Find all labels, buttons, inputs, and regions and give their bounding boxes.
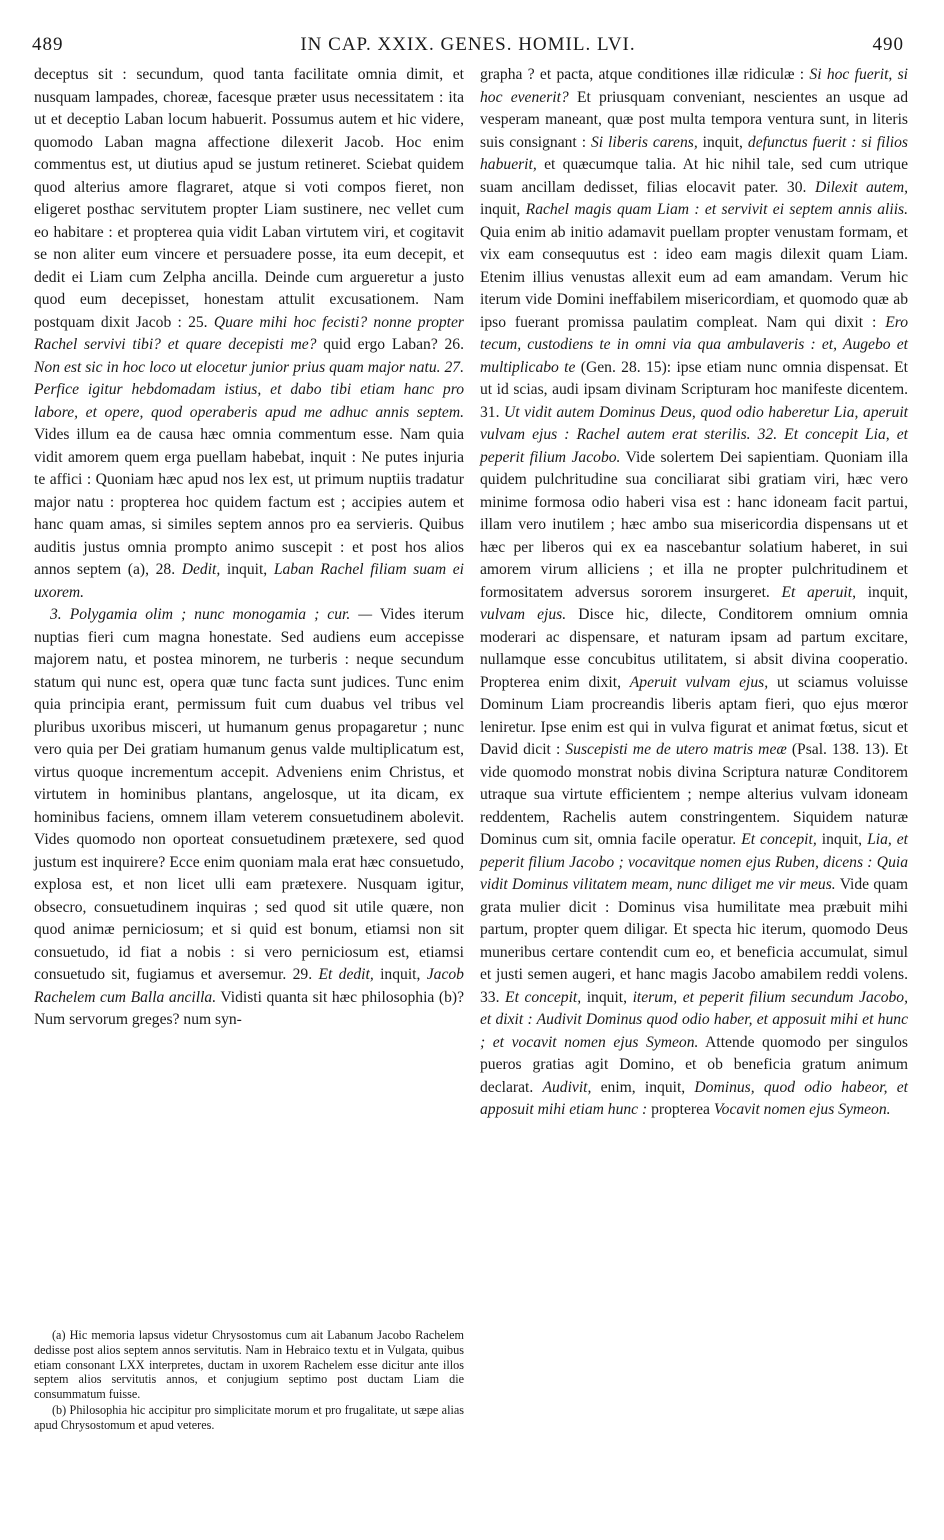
scripture-quote: Et concepit, xyxy=(505,988,582,1006)
body-text: Vide quam grata mulier dicit : Dominus visa humilitate mea præbuit mihi partum, propter quem diligar. Et specta hic iterum, quomodo Deus muneribus certare contendit cum eo, et beneficia accumulat, simul et justi semen augeri, et hanc magis Jacobo amabilem reddi volens. 33. xyxy=(480,876,908,1006)
scripture-quote: Ut vidit autem Dominus Deus, quod odio haberetur Lia, aperuit vulvam ejus : Rachel autem erat sterilis. 32. Et concepit Lia, et peperit filium Jacobo. xyxy=(480,403,908,466)
scripture-quote: Dilexit autem, xyxy=(814,178,908,196)
paragraph xyxy=(480,64,908,1122)
scripture-quote: Et concepit, xyxy=(741,831,817,848)
body-text: inquit, xyxy=(226,561,268,578)
scripture-quote: Et aperuit, xyxy=(781,583,856,601)
scripture-quote: defunctus fuerit : si filios habuerit, xyxy=(480,133,908,173)
body-text: Attende quomodo per singulos pueros gratias agit Domino, et ob beneficia gratum animum declarat. xyxy=(480,1033,909,1096)
body-text: Vides iterum nuptias fieri cum magna honestate. Sed audiens eum accepisse majorem natu, et postea minorem, ne turberis : neque secundum statum qui nunc est, opera quæ tunc facta sunt judices. Tunc enim quia principia erant, permissum fuit cum duabus vel tribus vel pluribus uxoribus misceri, ut humanum genus propagaretur ; nunc vero quia per Dei gratiam humanum genus valde multiplicatum est, virtus quoque incrementum accepit. Adveniens enim Christus, et virtutem in hominibus plantans, angelosque, ut ita dicam, ex hominibus faciens, omnem illam veterem consuetudinem abolevit. Vides quomodo non oporteat consuetudinem prætexere, sed quod justum est inquirere? Ecce enim quoniam mala erat hæc consuetudo, explosa est, et non licet ulli eam prætexere. Nusquam igitur, obsecro, consuetudinem inquiras ; sed quod sit utile quære, non quod animæ perniciosum; et si quid est bonum, etiamsi non sit consuetudo, id fiat a nobis : si vero perniciosum est, etiamsi consuetudo sit, fugiamus et aversemur. 29. xyxy=(34,606,464,983)
scripture-quote: Lia, et peperit filium Jacobo ; vocavitque nomen ejus Ruben, dicens : Quia vidit Dominus vilitatem meam, nunc diliget me vir meus. xyxy=(480,831,909,893)
scripture-quote: Laban Rachel filiam suam ei uxorem. xyxy=(34,561,464,601)
scripture-quote: Dedit, xyxy=(181,561,221,578)
body-text: deceptus sit : secundum, quod tanta facilitate omnia dimit, et nusquam lampades, choreæ, facesque præter usus necessitatem : ita ut et deceptio Laban locum habuerit. Possumus autem et hic videre, quomodo Laban magna affectione dilexerit Jacob. Hoc enim commentus est, ut diutius apud se justum retineret. Sciebat quidem quod alterius amore flagraret, atque si voti compos fieret, non eligeret posthac servitutem propter Liam sustinere, nec vellet cum eo habitare : et propterea quia vidit Laban virtutem viri, et cogitavit se non aliter eum vincere et persuadere posse, ita eum decepit, et dedit ei Liam cum Zelpha ancilla. Deinde cum argueretur a justo quod eum decepisset, honestam attulit excusationem. Nam postquam dixit Jacob : 25. xyxy=(34,66,464,331)
scripture-quote: Dominus, quod odio habeor, et apposuit mihi etiam hunc : xyxy=(480,1078,908,1118)
scripture-quote: Vocavit nomen ejus Symeon. xyxy=(713,1101,891,1118)
page-number-right: 490 xyxy=(872,34,904,55)
body-text: ut sciamus voluisse Dominum Liam procreandis liberis aptam fieri, quo ejus mœror leniretur. Ipse enim est qui in vulva figurat et animat fœtus, sicut et David dicit : xyxy=(480,673,908,758)
body-text: Quia enim ab initio adamavit puellam propter venustam formam, et vix eam consequutus est : ideo eam magis dilexit quam Liam. Etenim illius venustas allexit eum ad eam amandam. Verum hic iterum vide Domini ineffabilem misericordiam, et quomodo quæ ab ipso fuerant promissa paulatim compleat. Nam qui dixit : xyxy=(480,223,908,331)
scripture-quote: Non est sic in hoc loco ut elocetur junior prius quam major natu. 27. Perfice igitur hebdomadam istius, et dabo tibi etiam hanc pro labore, et opere, quod operaberis apud me adhuc annis septem. xyxy=(34,358,464,421)
body-text: inquit, xyxy=(867,583,908,601)
body-text: enim, inquit, xyxy=(600,1078,686,1096)
scripture-quote: Si liberis carens, xyxy=(590,133,698,151)
scripture-quote: Rachel magis quam Liam : et servivit ei septem annis aliis. xyxy=(525,201,909,218)
body-text: Vidisti quanta sit hæc philosophia (b)? Num servorum greges? num syn- xyxy=(34,988,464,1028)
body-text: grapha ? et pacta, atque conditiones illæ ridiculæ : xyxy=(480,66,805,83)
right-column xyxy=(480,64,908,1122)
footnote-a: (a) Hic memoria lapsus videtur Chrysostomus cum ait Labanum Jacobo Rachelem dedisse post alios septem annos servitutis. Nam in Hebraico textu et in Vulgata, quibus etiam consonant LXX interpretes, ductam in uxorem Rachelem esse dicitur ante illos septem alios servitutis annos, et conjugium septimo post ductam Liam die consummatum fuisse. xyxy=(34,1328,464,1402)
page-number-left: 489 xyxy=(32,34,64,55)
scripture-quote: Ero tecum, custodiens te in omni via qua ambulaveris : et, Augebo et multiplicabo te xyxy=(480,313,908,376)
body-text: (Psal. 138. 13). Et vide quomodo monstrat nobis divina Scriptura naturæ Conditorem utraque sua virtute efficientem ; nempe alterius vulvam idoneam reddentem, Rachelis autem constringentem. Siquidem naturæ Dominus cum sit, omnia facile operatur. xyxy=(480,741,908,848)
body-text: et quæcumque talia. At hic nihil tale, sed cum utrique suam ancillam dedisset, filias elocavit pater. 30. xyxy=(480,156,908,196)
body-text: inquit, xyxy=(586,988,628,1006)
body-text: inquit, xyxy=(480,201,521,218)
body-text: Vides illum ea de causa hæc omnia commentum esse. Nam quia vidit amorem quem erga puellam habebat, inquit : Ne putes injuria te affici : Quoniam hæc apud nos lex est, ut primum nuptiis tradatur major natu : propterea hoc quidem factum est ; accipies autem et hanc quam amas, si similes septem annos pro ea servieris. Quibus auditis justus omnia prompto animo suscepit : et post hos alios annos septem (a), 28. xyxy=(34,426,464,578)
body-text: inquit, xyxy=(702,133,743,151)
running-title: IN CAP. XXIX. GENES. HOMIL. LVI. xyxy=(300,34,636,55)
body-text: Et priusquam conveniant, nescientes an usque ad vesperam maneant, quæ post multa tempora ventura sunt, in literis suis consignant : xyxy=(480,88,908,151)
scripture-quote: iterum, et peperit filium secundum Jacobo, et dixit : Audivit Dominus quod odio haber, et apposuit mihi et hunc ; et vocavit nomen ejus Symeon. xyxy=(480,988,908,1051)
running-header xyxy=(32,34,904,60)
scripture-quote: Jacob Rachelem cum Balla ancilla. xyxy=(34,966,464,1006)
scripture-quote: Suscepisti me de utero matris meæ xyxy=(565,741,787,758)
paragraph xyxy=(34,604,464,1032)
body-text: inquit, xyxy=(380,966,421,983)
footnotes xyxy=(34,1328,464,1434)
scripture-quote: Audivit, xyxy=(542,1078,592,1096)
body-text: Vide solertem Dei sapientiam. Quoniam illa quidem pulchritudine sua conciliarat sibi gratiam viri, hæc vero minime formosa odio haberi visa est : hanc idoneam facit partui, illam vero inutilem ; hæc ambo sua misericordia dispensans ut et hæc per liberos qui ex ea nascebantur solatium haberet, in sui amorem virum alliciens ; et illa ne propter pulchritudinem et formositatem adversus sororem insurgeret. xyxy=(480,448,908,601)
scripture-quote: Aperuit vulvam ejus, xyxy=(629,673,769,691)
body-text: propterea xyxy=(651,1101,710,1118)
scripture-quote: Et dedit, xyxy=(318,966,374,983)
scripture-quote: Quare mihi hoc fecisti? nonne propter Rachel servivi tibi? et quare decepisti me? xyxy=(34,313,464,353)
body-text: (Gen. 28. 15): ipse etiam nunc omnia dispensat. Et ut id scias, audi ipsam divinam Scripturam hoc manifeste dicentem. 31. xyxy=(480,358,908,421)
paragraph xyxy=(34,64,464,604)
section-heading: 3. Polygamia olim ; nunc monogamia ; cur. — xyxy=(50,606,373,623)
body-text: quid ergo Laban? 26. xyxy=(323,336,464,353)
body-text: inquit, xyxy=(821,831,863,848)
footnote-b: (b) Philosophia hic accipitur pro simplicitate morum et pro frugalitate, ut sæpe alias apud Chrysostomum et apud veteres. xyxy=(34,1402,464,1432)
scripture-quote: Si hoc fuerit, si hoc evenerit? xyxy=(480,66,908,106)
body-text: Disce hic, dilecte, Conditorem omnium omnia moderari ac dispensare, et naturam ipsam ad partum excitare, nullamque esse concubitus utilitatem, si absit divina cooperatio. Propterea enim dixit, xyxy=(480,606,909,691)
left-column xyxy=(34,64,464,1032)
scripture-quote: vulvam ejus. xyxy=(480,606,567,623)
